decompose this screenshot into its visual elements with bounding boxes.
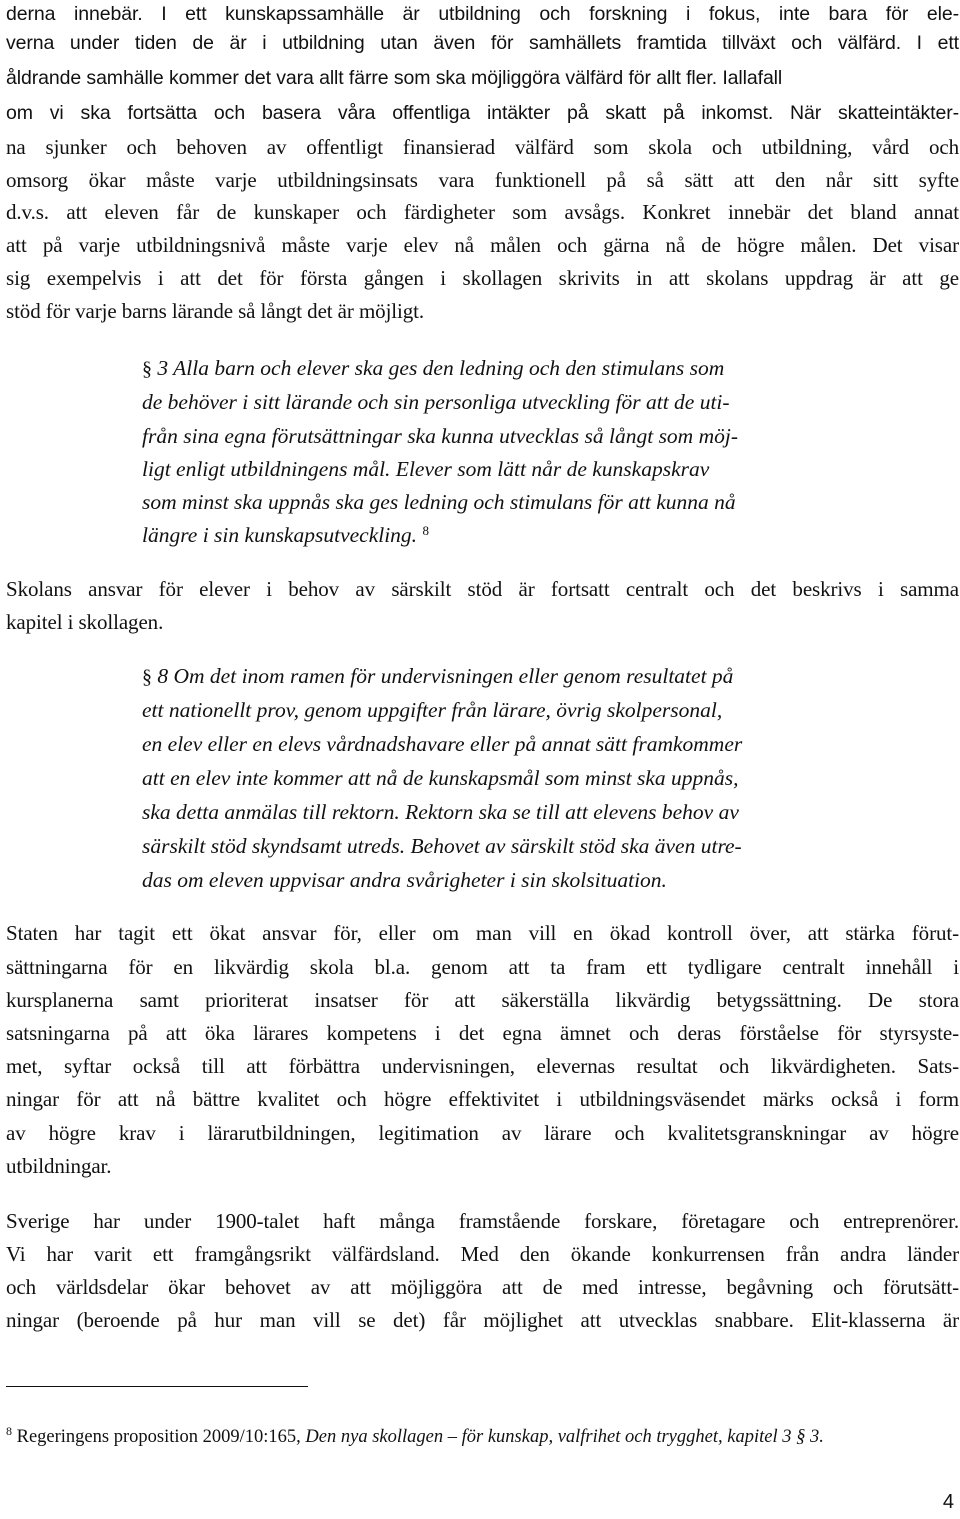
paragraph-4-line-4: ningar (beroende på hur man vill se det) får möjlighet att utvecklas snabbare. Elit-klasserna är: [6, 1308, 959, 1332]
footnote-number: 8: [6, 1424, 12, 1438]
section-mark: §: [142, 666, 152, 688]
quote-2-line-6: särskilt stöd skyndsamt utreds. Behovet av särskilt stöd ska även utre-: [142, 834, 742, 858]
footnote-reference[interactable]: 8: [422, 523, 429, 538]
paragraph-1-line-3: åldrande samhälle kommer det vara allt färre som ska möjliggöra välfärd för allt fler. Iallafall: [6, 67, 783, 89]
quote-2-line-7: das om eleven uppvisar andra svårigheter i sin skolsituation.: [142, 868, 667, 892]
quote-1-line-4: ligt enligt utbildningens mål. Elever som lätt når de kunskapskrav: [142, 457, 710, 481]
paragraph-1-line-2: verna under tiden de är i utbildning utan även för samhällets framtida tillväxt och välfärd. I ett: [6, 32, 959, 54]
quote-1-line-1-text: 3 Alla barn och elever ska ges den ledning och den stimulans som: [152, 356, 725, 380]
paragraph-1-line-7: d.v.s. att eleven får de kunskaper och färdigheter som avsågs. Konkret innebär det bland annat: [6, 200, 959, 224]
paragraph-1-line-4: om vi ska fortsätta och basera våra offentliga intäkter på skatt på inkomst. När skatteintäkter-: [6, 102, 959, 124]
quote-2-line-1: [142, 661, 858, 692]
quote-1-line-6: [142, 520, 858, 550]
quote-2-line-4: att en elev inte kommer att nå de kunskapsmål som minst ska uppnås,: [142, 766, 739, 790]
paragraph-1-line-6: omsorg ökar måste varje utbildningsinsats vara funktionell på så sätt att den når sitt syfte: [6, 168, 959, 192]
quote-2-line-2: ett nationellt prov, genom uppgifter från lärare, övrig skolpersonal,: [142, 698, 723, 722]
paragraph-1-line-5: na sjunker och behoven av offentligt finansierad välfärd som skola och utbildning, vård och: [6, 135, 959, 159]
paragraph-3-line-5: met, syftar också till att förbättra undervisningen, elevernas resultat och likvärdigheten. Sats-: [6, 1054, 959, 1078]
paragraph-1-line-9: sig exempelvis i att det för första gången i skollagen skrivits in att skolans uppdrag är att ge: [6, 266, 959, 290]
paragraph-3-line-4: satsningarna på att öka lärares kompetens i det egna ämnet och deras förståelse för styrsyste-: [6, 1021, 959, 1045]
quote-1-line-3: från sina egna förutsättningar ska kunna utvecklas så långt som möj-: [142, 424, 738, 448]
quote-2-line-5: ska detta anmälas till rektorn. Rektorn ska se till att elevens behov av: [142, 800, 739, 824]
footnote-text: Regeringens proposition 2009/10:165,: [12, 1427, 306, 1447]
paragraph-3-line-3: kursplanerna samt prioriterat insatser för att säkerställa likvärdig betygssättning. De stora: [6, 988, 959, 1012]
section-mark: §: [142, 358, 152, 380]
paragraph-3-line-7: av högre krav i lärarutbildningen, legitimation av lärare och kvalitetsgranskningar av högre: [6, 1121, 959, 1145]
paragraph-2-line-1: Skolans ansvar för elever i behov av särskilt stöd är fortsatt centralt och det beskrivs i samma: [6, 577, 959, 601]
paragraph-3-line-1: Staten har tagit ett ökat ansvar för, eller om man vill en ökad kontroll över, att stärka förut-: [6, 921, 959, 945]
paragraph-2-line-2: kapitel i skollagen.: [6, 610, 164, 634]
paragraph-3-line-6: ningar för att nå bättre kvalitet och högre effektivitet i utbildningsväsendet märks också i form: [6, 1087, 959, 1111]
quote-2-line-1-text: 8 Om det inom ramen för undervisningen eller genom resultatet på: [152, 664, 734, 688]
page-number: 4: [942, 1491, 954, 1513]
footnote: [6, 1424, 824, 1450]
paragraph-4-line-1: Sverige har under 1900-talet haft många framstående forskare, företagare och entreprenörer.: [6, 1209, 959, 1233]
quote-1-line-1: [142, 353, 858, 384]
paragraph-4-line-3: och världsdelar ökar behovet av att möjliggöra att de med intresse, begåvning och förutsätt-: [6, 1275, 959, 1299]
quote-1-line-2: de behöver i sitt lärande och sin personliga utveckling för att de uti-: [142, 390, 730, 414]
quote-1-line-6-text: längre i sin kunskapsutveckling.: [142, 523, 418, 547]
paragraph-1-line-1: derna innebär. I ett kunskapssamhälle är utbildning och forskning i fokus, inte bara för ele-: [6, 3, 959, 25]
quote-1-line-5: som minst ska uppnås ska ges ledning och stimulans för att kunna nå: [142, 490, 736, 514]
paragraph-4-line-2: Vi har varit ett framgångsrikt välfärdsland. Med den ökande konkurrensen från andra länder: [6, 1242, 959, 1266]
paragraph-1-line-10: stöd för varje barns lärande så långt det är möjligt.: [6, 299, 425, 323]
paragraph-3-line-2: sättningarna för en likvärdig skola bl.a. genom att ta fram ett tydligare centralt innehåll i: [6, 955, 959, 979]
footnote-title: Den nya skollagen – för kunskap, valfrihet och trygghet, kapitel 3 § 3.: [305, 1427, 824, 1447]
quote-2-line-3: en elev eller en elevs vårdnadshavare eller på annat sätt framkommer: [142, 732, 743, 756]
paragraph-1-line-8: att på varje utbildningsnivå måste varje elev nå målen och gärna nå de högre målen. Det visar: [6, 233, 959, 257]
footnote-separator: [6, 1386, 308, 1387]
paragraph-3-line-8: utbildningar.: [6, 1154, 112, 1178]
